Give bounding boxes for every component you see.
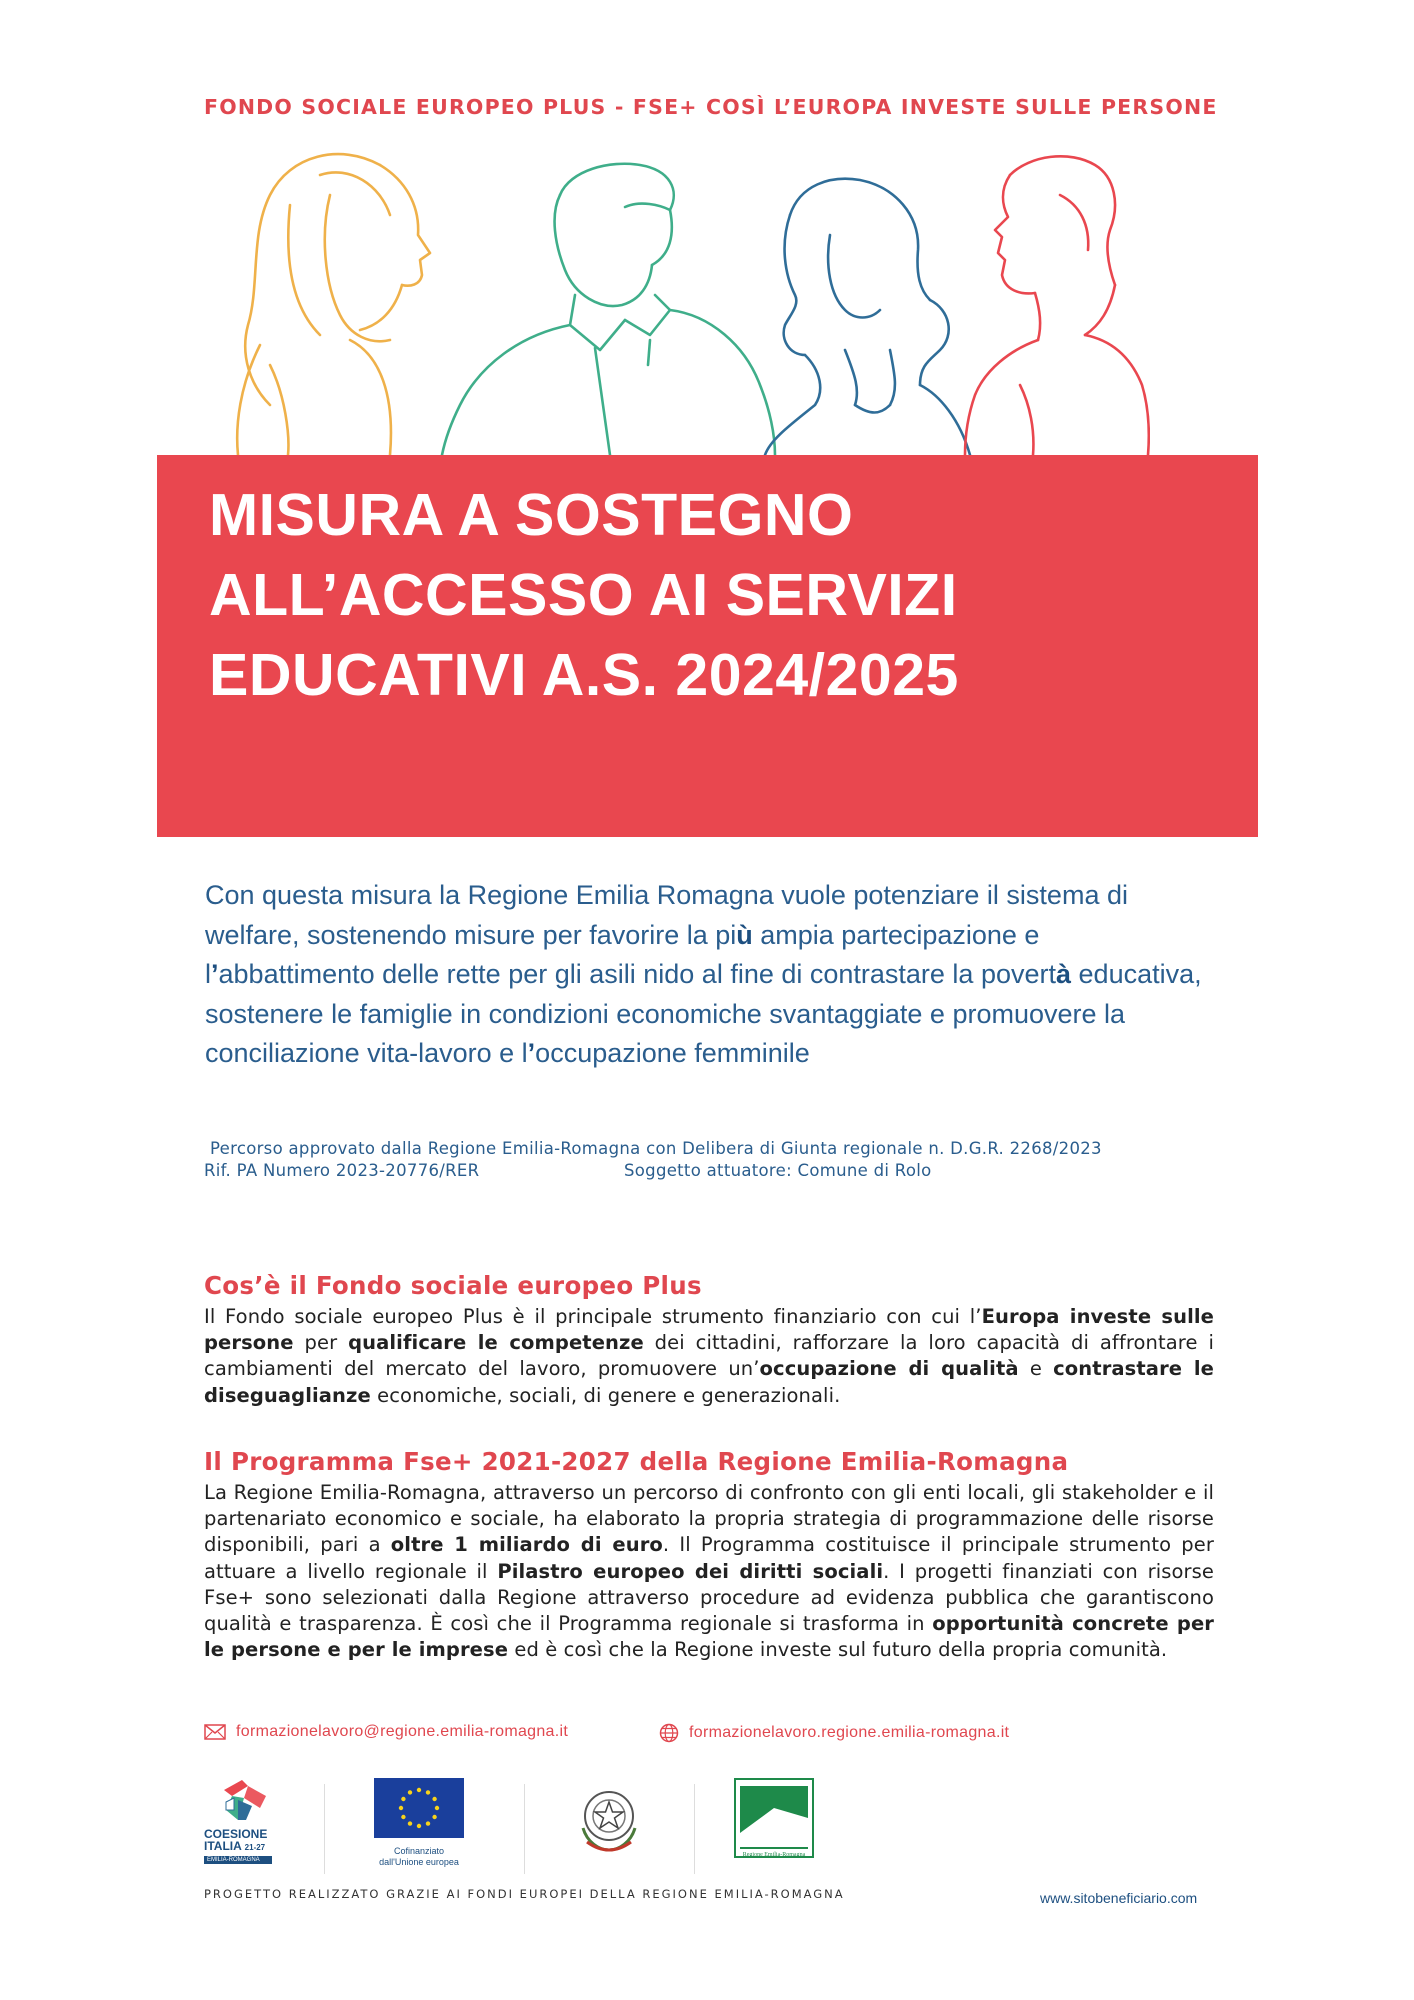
title-banner — [157, 455, 1258, 837]
body-emphasis: Pilastro europeo dei diritti sociali — [497, 1559, 884, 1583]
coesione-years: 21-27 — [244, 1843, 266, 1852]
email-contact[interactable] — [204, 1723, 568, 1741]
email-link[interactable]: formazionelavoro@regione.emilia-romagna.it — [236, 1723, 569, 1740]
intro-text: l — [205, 959, 211, 989]
intro-text: educativa, sostenere le famiglie in condizioni economiche svantaggiate e promuovere la conciliazione vita-lavoro e l — [205, 959, 1202, 1068]
section-programma — [204, 1446, 1214, 1663]
intro-accent: ù — [736, 919, 753, 950]
coesione-text — [204, 1828, 280, 1854]
beneficiary-site-link[interactable]: www.sitobeneficiario.com — [1040, 1890, 1198, 1906]
logos-row — [204, 1778, 1214, 1878]
body-text: . Il Programma costituisce il principale strumento per attuare a livello regionale il — [204, 1533, 1214, 1583]
people-illustration — [230, 135, 1150, 455]
coesione-line-2: ITALIA — [204, 1839, 242, 1853]
approval-info — [204, 1138, 1224, 1182]
globe-icon — [659, 1723, 679, 1743]
section-body — [204, 1480, 1214, 1663]
reference-number: Rif. PA Numero 2023-20776/RER — [204, 1161, 480, 1180]
eu-logo — [374, 1778, 474, 1868]
body-text: Il Fondo sociale europeo Plus è il principale strumento finanziario con cui l’ — [204, 1305, 982, 1328]
intro-text: occupazione femminile — [535, 1038, 810, 1068]
body-text: dei cittadini, rafforzare la loro capacità di affrontare i cambiamenti del mercato del lavoro, promuovere un’ — [204, 1331, 1214, 1381]
logo-divider — [324, 1784, 325, 1874]
coesione-mark-icon — [204, 1778, 280, 1824]
logo-divider — [694, 1784, 695, 1874]
body-emphasis: oltre 1 miliardo di euro — [390, 1533, 663, 1557]
body-text: La Regione Emilia-Romagna, attraverso un percorso di confronto con gli enti locali, gli stakeholder e il partenariato economico e sociale, ha elaborato la propria strategia di programmazione delle risorse disponibili, pari a — [204, 1481, 1214, 1557]
envelope-icon — [204, 1724, 226, 1740]
regione-er-logo — [734, 1778, 824, 1858]
coesione-italia-logo — [204, 1778, 280, 1864]
implementing-entity: Soggetto attuatore: Comune di Rolo — [624, 1161, 932, 1180]
body-text: . I progetti finanziati con risorse Fse+ sono selezionati dalla Regione attraverso procedure ad evidenza pubblica che garantiscono qualità e trasparenza. È così che il Programma regionale si trasforma in — [204, 1559, 1215, 1636]
body-emphasis: opportunità concrete per le persone e per le imprese — [204, 1612, 1214, 1662]
body-text: e — [1018, 1357, 1054, 1381]
regione-er-caption: Regione Emilia-Romagna — [742, 1852, 806, 1858]
section-heading: Il Programma Fse+ 2021-2027 della Regione Emilia-Romagna — [204, 1447, 1069, 1476]
intro-accent: ’ — [211, 959, 219, 989]
contacts-row — [204, 1723, 1214, 1749]
body-text: economiche, sociali, di genere e generazionali. — [370, 1383, 841, 1407]
section-body — [204, 1304, 1214, 1409]
eu-flag-icon — [374, 1778, 464, 1838]
intro-text: Con questa misura la Regione Emilia Romagna vuole potenziare il sistema di welfare, sostenendo misure per favorire la pi — [205, 880, 1128, 950]
eu-caption-line-2: dall'Unione europea — [379, 1857, 459, 1867]
body-emphasis: contrastare le diseguaglianze — [204, 1357, 1214, 1407]
woman-figure-blue — [765, 179, 970, 455]
intro-accent: ’ — [527, 1038, 536, 1068]
italian-republic-emblem — [569, 1778, 649, 1862]
approval-line: Percorso approvato dalla Regione Emilia-Romagna con Delibera di Giunta regionale n. D.G.R. 2268/2023 — [210, 1139, 1102, 1158]
coesione-line-1: COESIONE — [204, 1827, 268, 1841]
eu-caption — [374, 1846, 464, 1868]
body-emphasis: occupazione di qualità — [759, 1357, 1019, 1381]
footer-text: PROGETTO REALIZZATO GRAZIE AI FONDI EUROPEI DELLA REGIONE EMILIA-ROMAGNA — [204, 1887, 845, 1901]
website-link[interactable]: formazionelavoro.regione.emilia-romagna.it — [689, 1724, 1010, 1741]
body-emphasis: Europa investe sulle persone — [204, 1305, 1214, 1355]
body-text: ed è così che la Regione investe sul futuro della propria comunità. — [508, 1638, 1168, 1662]
man-figure-green — [442, 164, 775, 455]
body-emphasis: qualificare le competenze — [348, 1331, 644, 1355]
title-line-2: ALL’ACCESSO AI SERVIZI — [209, 562, 958, 628]
intro-text: ampia partecipazione e — [752, 919, 1040, 950]
eu-caption-line-1: Cofinanziato — [393, 1846, 445, 1856]
logo-divider — [524, 1784, 525, 1874]
woman-figure-orange — [237, 154, 430, 455]
section-heading: Cos’è il Fondo sociale europeo Plus — [204, 1271, 702, 1300]
page-title — [209, 475, 1209, 715]
header-topline: FONDO SOCIALE EUROPEO PLUS - FSE+ COSÌ L’EUROPA INVESTE SULLE PERSONE — [204, 95, 1218, 119]
republic-emblem-icon — [569, 1778, 649, 1858]
title-line-3: EDUCATIVI A.S. 2024/2025 — [209, 642, 959, 708]
man-figure-red — [965, 156, 1149, 455]
intro-accent: à — [1056, 959, 1072, 989]
body-text: per — [293, 1331, 349, 1355]
intro-text: abbattimento delle rette per gli asili nido al fine di contrastare la povert — [218, 959, 1056, 989]
website-contact[interactable] — [659, 1723, 1009, 1743]
regione-er-mark-icon — [734, 1778, 814, 1858]
title-line-1: MISURA A SOSTEGNO — [209, 482, 854, 548]
coesione-region: EMILIA-ROMAGNA — [204, 1856, 272, 1864]
intro-paragraph — [205, 876, 1225, 1074]
section-fse-plus — [204, 1270, 1214, 1409]
